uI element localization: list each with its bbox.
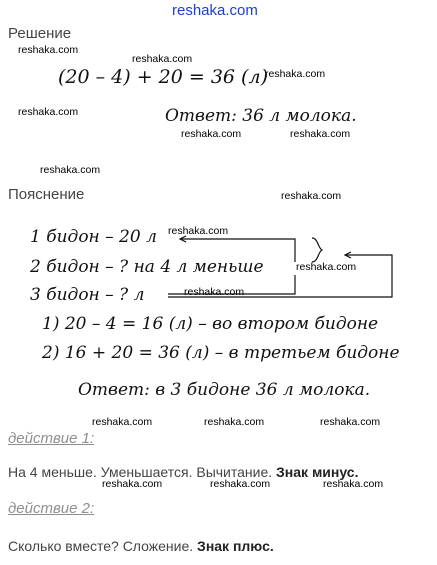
watermark: reshaka.com xyxy=(181,128,242,140)
watermark: reshaka.com xyxy=(184,286,245,298)
action-1-title: действие 1: xyxy=(8,430,95,447)
condition-line-1: 1 бидон – 20 л xyxy=(30,227,157,247)
watermark: reshaka.com xyxy=(296,261,357,273)
watermark: reshaka.com xyxy=(18,44,79,56)
watermark: reshaka.com xyxy=(323,478,384,490)
action-2-text-line xyxy=(8,538,274,554)
watermark: reshaka.com xyxy=(265,68,326,80)
site-title[interactable]: reshaka.com xyxy=(172,2,258,19)
watermark: reshaka.com xyxy=(204,416,265,428)
watermark: reshaka.com xyxy=(92,416,153,428)
action-1-text-line xyxy=(8,464,358,480)
step-2: 2) 16 + 20 = 36 (л) – в третьем бидоне xyxy=(42,343,400,363)
watermark: reshaka.com xyxy=(132,53,193,65)
action-2-title: действие 2: xyxy=(8,500,95,517)
action-2-text: Сколько вместе? Сложение. xyxy=(8,538,194,554)
solution-answer: Ответ: 36 л молока. xyxy=(165,106,357,126)
explanation-heading: Пояснение xyxy=(8,186,85,203)
action-2-sign: Знак плюс. xyxy=(197,538,274,554)
brace-connector xyxy=(312,238,322,262)
watermark: reshaka.com xyxy=(18,106,79,118)
action-1-sign: Знак минус. xyxy=(276,464,359,480)
watermark: reshaka.com xyxy=(320,416,381,428)
step-1: 1) 20 – 4 = 16 (л) – во втором бидоне xyxy=(42,314,379,334)
watermark: reshaka.com xyxy=(210,478,271,490)
solution-heading: Решение xyxy=(8,25,72,42)
solution-equation: (20 – 4) + 20 = 36 (л) xyxy=(58,66,268,88)
explanation-answer: Ответ: в 3 бидоне 36 л молока. xyxy=(78,380,371,400)
condition-line-3: 3 бидон – ? л xyxy=(30,285,145,305)
watermark: reshaka.com xyxy=(40,164,101,176)
action-1-text: На 4 меньше. Уменьшается. Вычитание. xyxy=(8,464,273,480)
watermark: reshaka.com xyxy=(281,190,342,202)
condition-line-2: 2 бидон – ? на 4 л меньше xyxy=(30,257,264,277)
watermark: reshaka.com xyxy=(102,478,163,490)
watermark: reshaka.com xyxy=(168,225,229,237)
watermark: reshaka.com xyxy=(290,128,351,140)
